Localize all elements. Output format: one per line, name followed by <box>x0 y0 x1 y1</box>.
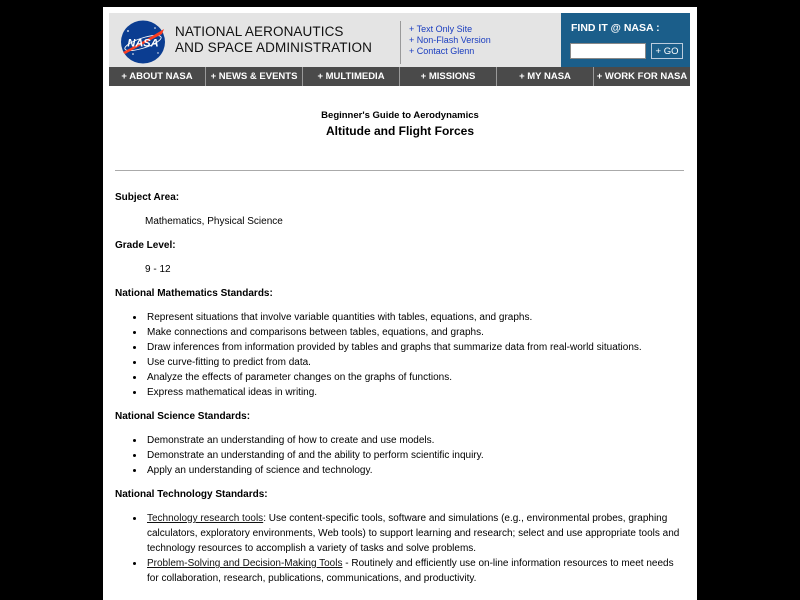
page-title: Altitude and Flight Forces <box>325 124 474 138</box>
list-item <box>145 511 687 556</box>
math-standards-list <box>145 310 687 400</box>
technology-standards-label: National Technology Standards: <box>115 489 268 500</box>
list-item: • Draw inferences from information provided by tables and graphs that summarize data from real-world situations. <box>145 340 687 355</box>
technology-standards-list <box>145 511 687 586</box>
list-item: • Apply an understanding of science and technology. <box>145 463 687 478</box>
technology-research-tools-text: : Use content-specific tools, software and simulations (e.g., environmental probes, graphing calculators, exploratory environments, Web tools) to support learning and research; select and use appropriate tools and technology resources to accomplish a variety of tasks and solve problems. <box>147 513 680 554</box>
list-item: • Analyze the effects of parameter changes on the graphs of functions. <box>145 370 687 385</box>
site-header <box>109 13 690 72</box>
list-item: • Express mathematical ideas in writing. <box>145 385 687 400</box>
list-item: • Make connections and comparisons between tables, equations, and graphs. <box>145 325 687 340</box>
list-item: • Demonstrate an understanding of and the ability to perform scientific inquiry. <box>145 448 687 463</box>
nav-missions[interactable]: + MISSIONS <box>400 67 497 86</box>
page-subtitle: Beginner's Guide to Aerodynamics <box>321 110 479 121</box>
divider <box>115 170 684 171</box>
science-standards-list <box>145 433 687 478</box>
page <box>103 7 697 600</box>
nav-news-events[interactable]: + NEWS & EVENTS <box>206 67 303 86</box>
header-links <box>409 24 491 57</box>
nav-work-for-nasa[interactable]: + WORK FOR NASA <box>596 71 688 82</box>
grade-level-value: 9 - 12 <box>145 264 171 275</box>
nav-my-nasa[interactable]: + MY NASA <box>497 67 594 86</box>
go-button[interactable]: + GO <box>651 43 683 59</box>
header-divider <box>400 21 401 64</box>
math-standards-label: National Mathematics Standards: <box>115 288 273 299</box>
list-item: • Use curve-fitting to predict from data. <box>145 355 687 370</box>
main-nav <box>109 67 690 86</box>
subject-area-label: Subject Area: <box>115 192 180 203</box>
list-item: • Represent situations that involve variable quantities with tables, equations, and graphs. <box>145 310 687 325</box>
grade-level-label: Grade Level: <box>115 240 176 251</box>
findit-search-panel <box>561 13 690 72</box>
nasa-logo-text: NASA <box>127 37 159 50</box>
nav-multimedia[interactable]: + MULTIMEDIA <box>303 67 400 86</box>
contact-glenn-link[interactable]: + Contact Glenn <box>409 46 475 56</box>
list-item: • Demonstrate an understanding of how to create and use models. <box>145 433 687 448</box>
list-item <box>145 556 687 586</box>
problem-solving-tools-link[interactable]: Problem-Solving and Decision-Making Tools <box>147 558 343 569</box>
agency-name-line1: NATIONAL AERONAUTICS <box>175 24 344 39</box>
search-input[interactable] <box>570 43 646 59</box>
technology-research-tools-link[interactable]: Technology research tools <box>147 513 264 524</box>
agency-name-line2: AND SPACE ADMINISTRATION <box>175 40 372 55</box>
nav-about-nasa[interactable]: + ABOUT NASA <box>109 67 206 86</box>
science-standards-label: National Science Standards: <box>115 411 251 422</box>
non-flash-version-link[interactable]: + Non-Flash Version <box>409 35 491 45</box>
subject-area-value: Mathematics, Physical Science <box>145 216 283 227</box>
text-only-site-link[interactable]: + Text Only Site <box>409 24 473 34</box>
problem-solving-tools-text: - Routinely and efficiently use on-line information resources to meet needs for collaboration, research, publications, communications, and productivity. <box>147 558 674 584</box>
agency-name[interactable] <box>175 24 372 56</box>
findit-label: FIND IT @ NASA : <box>571 22 660 34</box>
main-content <box>115 190 687 595</box>
nasa-meatball-icon[interactable] <box>119 19 167 65</box>
